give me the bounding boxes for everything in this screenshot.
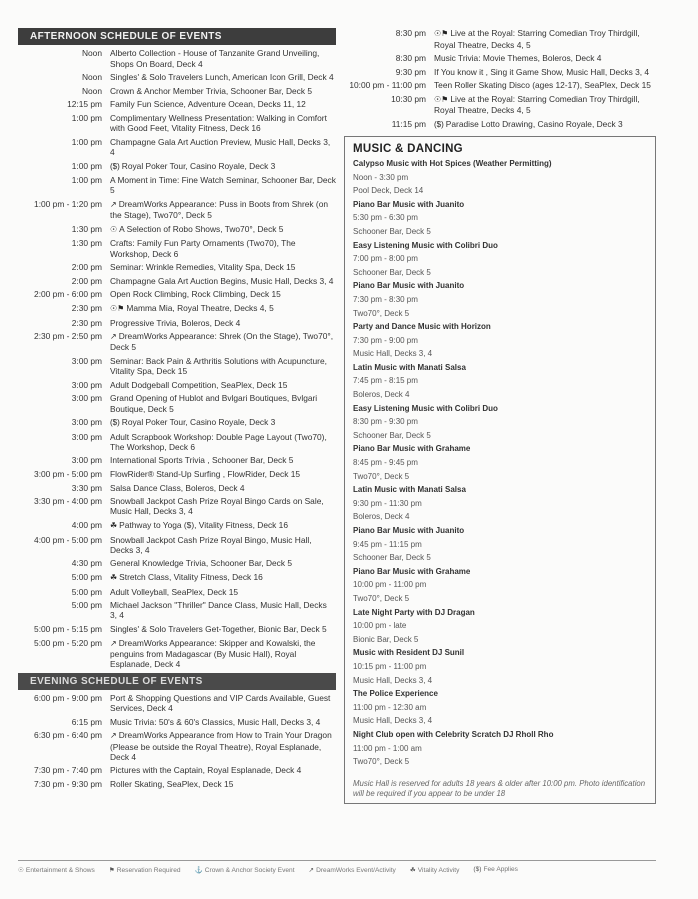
event-description (110, 113, 336, 133)
event-row (344, 53, 656, 63)
event-time: 2:30 pm (71, 317, 102, 328)
event-text: Snowball Jackpot Cash Prize Royal Bingo Cards on Sale, Music Hall, Decks 3, 4 (110, 496, 324, 517)
event-row (18, 262, 336, 272)
music-time: 7:30 pm - 8:30 pm (353, 294, 418, 304)
event-time: 5:00 pm - 5:20 pm (34, 637, 102, 648)
event-description (110, 331, 336, 352)
event-description (110, 161, 336, 172)
music-time: 7:30 pm - 9:00 pm (353, 335, 418, 345)
event-text: Seminar: Back Pain & Arthritis Solutions with Acupuncture, Vitality Spa, Deck 15 (110, 355, 327, 377)
event-row (18, 289, 336, 299)
dreamworks-icon: ↗ (110, 199, 117, 209)
music-time: 11:00 pm - 1:00 am (353, 743, 422, 753)
event-text: Champagne Gala Art Auction Begins, Music Hall, Decks 3, 4 (110, 275, 334, 286)
music-act: Night Club open with Celebrity Scratch DJ Rholl Rho (353, 729, 554, 739)
event-row (18, 572, 336, 583)
event-time: 7:30 pm - 7:40 pm (34, 765, 102, 776)
event-row (18, 558, 336, 568)
event-text: Music Trivia: Movie Themes, Boleros, Deck 4 (434, 53, 602, 64)
legend-label: Entertainment & Shows (25, 867, 95, 874)
event-time: 1:00 pm (71, 112, 102, 123)
event-description (110, 496, 336, 516)
event-time: 1:00 pm (71, 136, 102, 147)
event-description (110, 48, 336, 68)
event-row (18, 113, 336, 133)
event-text: Royal Poker Tour, Casino Royale, Deck 3 (121, 417, 276, 428)
event-description (110, 730, 336, 762)
event-description (110, 262, 336, 272)
event-description (110, 638, 336, 670)
event-description (110, 393, 336, 413)
dreamworks-icon: ↗ (110, 731, 117, 741)
event-time: 3:00 pm - 5:00 pm (34, 469, 102, 480)
event-row (18, 72, 336, 82)
music-venue: Boleros, Deck 4 (353, 512, 410, 522)
entertainment-icon: ☉ (18, 867, 24, 874)
event-row (18, 624, 336, 634)
music-time: 7:45 pm - 8:15 pm (353, 376, 418, 386)
entertainment-reservation-icon: ☉⚑ (434, 94, 449, 104)
event-text: DreamWorks Appearance: Skipper and Kowalski, the penguins from Madagascar (By Music Hall), Royal Esplanade, Deck 4 (110, 637, 316, 670)
event-row (18, 600, 336, 620)
event-text: Adult Scrapbook Workshop: Double Page Layout (Two70), The Workshop, Deck 6 (110, 431, 327, 452)
event-description (110, 432, 336, 452)
event-description (110, 72, 336, 82)
legend-label: DreamWorks Event/Activity (316, 867, 396, 874)
event-time: 3:00 pm (71, 379, 102, 390)
event-row (18, 175, 336, 195)
event-text: Singles' & Solo Travelers Lunch, American Icon Grill, Deck 4 (110, 72, 334, 83)
event-time: 1:30 pm (71, 238, 102, 249)
event-time: 6:15 pm (71, 716, 102, 727)
event-description (110, 199, 336, 220)
event-description (110, 535, 336, 555)
entertainment-icon: ☉ (110, 224, 118, 234)
event-row (344, 80, 656, 90)
event-row (18, 432, 336, 452)
music-act: Piano Bar Music with Grahame (353, 444, 471, 454)
event-text: Crafts: Family Fun Party Ornaments (Two70), The Workshop, Deck 6 (110, 238, 296, 259)
event-text: Family Fun Science, Adventure Ocean, Decks 11, 12 (110, 99, 306, 110)
event-text: Alberto Collection - House of Tanzanite Grand Unveiling, Shops On Board, Deck 4 (110, 48, 320, 69)
event-description (110, 380, 336, 390)
event-time: 1:00 pm - 1:20 pm (34, 198, 102, 209)
music-act: Calypso Music with Hot Spices (Weather Permitting) (353, 158, 552, 168)
event-description (110, 318, 336, 328)
music-time: 7:00 pm - 8:00 pm (353, 254, 418, 264)
legend-item (109, 866, 181, 874)
event-text: Adult Dodgeball Competition, SeaPlex, Deck 15 (110, 379, 288, 390)
music-act: Easy Listening Music with Colibri Duo (353, 240, 498, 250)
event-time: Noon (81, 72, 102, 83)
event-text: Salsa Dance Class, Boleros, Deck 4 (110, 482, 245, 493)
event-description (110, 693, 336, 713)
event-description (110, 587, 336, 597)
evening-event-list-continued (344, 28, 656, 130)
event-description (110, 289, 336, 299)
legend-label: Fee Applies (483, 866, 518, 873)
event-row (18, 520, 336, 531)
event-time: 2:00 pm (71, 275, 102, 286)
event-description (110, 483, 336, 493)
event-description (110, 276, 336, 286)
event-time: 1:30 pm (71, 223, 102, 234)
event-text: Paradise Lotto Drawing, Casino Royale, Deck 3 (445, 118, 623, 129)
event-text: Roller Skating, SeaPlex, Deck 15 (110, 779, 234, 789)
music-dancing-box (344, 136, 656, 804)
event-row (18, 303, 336, 314)
event-time: 12:15 pm (67, 99, 102, 110)
event-row (18, 717, 336, 727)
event-description (434, 94, 656, 115)
vitality-icon: ☘ (409, 867, 416, 874)
music-time: 8:30 pm - 9:30 pm (353, 417, 418, 427)
event-row (18, 587, 336, 597)
reservation-icon: ⚑ (108, 867, 115, 874)
event-time: 10:00 pm - 11:00 pm (349, 80, 426, 91)
music-act: Piano Bar Music with Juanito (353, 281, 465, 291)
music-act: Piano Bar Music with Juanito (353, 199, 465, 209)
event-text: Snowball Jackpot Cash Prize Royal Bingo, Music Hall, Decks 3, 4 (110, 534, 312, 555)
event-row (18, 276, 336, 286)
afternoon-header: AFTERNOON SCHEDULE OF EVENTS (18, 28, 336, 45)
event-description (110, 86, 336, 96)
event-text: Michael Jackson "Thriller" Dance Class, Music Hall, Decks 3, 4 (110, 600, 327, 621)
music-act: Music with Resident DJ Sunil (353, 648, 465, 658)
event-text: Teen Roller Skating Disco (ages 12-17), SeaPlex, Deck 15 (434, 80, 651, 91)
music-act: The Police Experience (353, 689, 438, 699)
event-row (18, 99, 336, 109)
event-row (18, 455, 336, 465)
event-description (434, 80, 656, 90)
fee-icon: ($) (473, 866, 482, 873)
event-text: Grand Opening of Hublot and Bvlgari Boutiques, Bvlgari Boutique, Deck 5 (110, 393, 318, 414)
event-time: 2:30 pm - 2:50 pm (34, 331, 102, 342)
event-row (18, 48, 336, 68)
event-description (434, 28, 656, 49)
event-row (18, 161, 336, 172)
music-time: 5:30 pm - 6:30 pm (353, 213, 418, 223)
event-text: DreamWorks Appearance: Shrek (On the Stage), Two70°, Deck 5 (110, 331, 334, 353)
event-time: 3:00 pm (71, 355, 102, 366)
music-venue: Schooner Bar, Deck 5 (353, 267, 431, 277)
event-row (18, 483, 336, 493)
music-list (353, 159, 647, 767)
event-row (344, 119, 656, 130)
event-description (110, 417, 336, 428)
event-description (434, 119, 656, 130)
legend-item (309, 866, 396, 874)
music-time: 11:00 pm - 12:30 am (353, 702, 427, 712)
event-text: Singles' & Solo Travelers Get-Together, Bionic Bar, Deck 5 (110, 624, 327, 635)
music-act: Latin Music with Manati Salsa (353, 485, 466, 495)
event-time: 2:30 pm (71, 302, 102, 313)
legend-label: Crown & Anchor Society Event (204, 867, 295, 874)
dreamworks-icon: ↗ (110, 638, 117, 648)
event-row (18, 380, 336, 390)
music-act: Late Night Party with DJ Dragan (353, 607, 475, 617)
event-time: 3:00 pm (71, 431, 102, 442)
event-description (110, 455, 336, 465)
fee-icon: ($) (434, 119, 444, 129)
event-description (110, 99, 336, 109)
event-text: A Selection of Robo Shows, Two70°, Deck 5 (119, 223, 284, 234)
event-description (110, 572, 336, 583)
event-time: 3:00 pm (71, 417, 102, 428)
event-time: 8:30 pm (395, 53, 426, 64)
event-time: 1:00 pm (71, 160, 102, 171)
event-time: 2:00 pm (71, 262, 102, 273)
event-text: Progressive Trivia, Boleros, Deck 4 (110, 317, 241, 328)
event-description (434, 67, 656, 77)
music-time: 10:00 pm - late (353, 621, 407, 631)
left-column (18, 28, 336, 793)
event-time: 3:00 pm (71, 455, 102, 466)
event-description (110, 765, 336, 775)
vitality-icon: ☘ (110, 521, 118, 531)
entertainment-reservation-icon: ☉⚑ (110, 303, 125, 313)
music-venue: Music Hall, Decks 3, 4 (353, 675, 433, 685)
event-text: Complimentary Wellness Presentation: Walking in Comfort with Good Feet, Vitality Fitness, Deck 16 (110, 112, 327, 134)
music-act: Piano Bar Music with Juanito (353, 526, 465, 535)
crown-anchor-icon: ⚓ (194, 867, 203, 874)
dreamworks-icon: ↗ (308, 867, 315, 874)
music-act: Piano Bar Music with Grahame (353, 566, 471, 576)
event-row (18, 86, 336, 96)
event-text: Pathway to Yoga ($), Vitality Fitness, Deck 16 (119, 520, 288, 531)
event-time: 11:15 pm (391, 118, 426, 129)
music-time: 9:45 pm - 11:15 pm (353, 539, 422, 549)
music-venue: Two70°, Deck 5 (353, 308, 410, 318)
event-row (18, 535, 336, 555)
event-row (18, 730, 336, 762)
event-row (18, 779, 336, 789)
event-description (110, 520, 336, 531)
event-time: Noon (81, 85, 102, 96)
event-time: 4:30 pm (71, 558, 102, 569)
event-text: Port & Shopping Questions and VIP Cards Available, Guest Services, Deck 4 (110, 693, 331, 714)
event-text: Seminar: Wrinkle Remedies, Vitality Spa, Deck 15 (110, 262, 296, 273)
event-time: 10:30 pm (391, 93, 426, 104)
music-time: Noon - 3:30 pm (353, 172, 409, 182)
music-venue: Bionic Bar, Deck 5 (353, 634, 419, 644)
event-text: General Knowledge Trivia, Schooner Bar, Deck 5 (110, 558, 293, 569)
event-description (110, 600, 336, 620)
event-description (110, 224, 336, 235)
music-venue: Music Hall, Decks 3, 4 (353, 716, 433, 726)
event-text: If You know it , Sing it Game Show, Music Hall, Decks 3, 4 (434, 66, 650, 77)
event-row (18, 469, 336, 479)
legend-item (18, 866, 95, 874)
music-venue: Schooner Bar, Deck 5 (353, 430, 431, 440)
entertainment-reservation-icon: ☉⚑ (434, 29, 449, 39)
event-row (18, 137, 336, 157)
music-time: 10:15 pm - 11:00 pm (353, 661, 427, 671)
event-time: 5:00 pm - 5:15 pm (34, 624, 102, 635)
event-description (434, 53, 656, 63)
event-description (110, 558, 336, 568)
event-time: 2:00 pm - 6:00 pm (34, 289, 102, 300)
right-column (344, 28, 656, 804)
event-row (18, 199, 336, 220)
music-venue: Music Hall, Decks 3, 4 (353, 349, 433, 359)
music-venue: Schooner Bar, Deck 5 (353, 226, 431, 236)
evening-event-list (18, 693, 336, 789)
event-row (344, 94, 656, 115)
event-time: 5:00 pm (71, 586, 102, 597)
event-time: 5:00 pm (71, 572, 102, 583)
event-time: 4:00 pm (71, 520, 102, 531)
event-text: Mamma Mia, Royal Theatre, Decks 4, 5 (126, 302, 274, 313)
music-time: 8:45 pm - 9:45 pm (353, 458, 418, 468)
event-description (110, 238, 336, 258)
music-act: Party and Dance Music with Horizon (353, 322, 491, 332)
music-venue: Pool Deck, Deck 14 (353, 186, 424, 196)
event-row (18, 224, 336, 235)
music-venue: Two70°, Deck 5 (353, 471, 410, 481)
event-text: A Moment in Time: Fine Watch Seminar, Schooner Bar, Deck 5 (110, 175, 336, 196)
event-time: 5:00 pm (71, 600, 102, 611)
event-row (18, 356, 336, 376)
fee-icon: ($) (110, 161, 120, 171)
event-text: Live at the Royal: Starring Comedian Troy Thirdgill, Royal Theatre, Decks 4, 5 (434, 93, 640, 116)
event-text: FlowRider® Stand-Up Surfing , FlowRider, Deck 15 (110, 469, 301, 480)
event-time: 6:30 pm - 6:40 pm (34, 730, 102, 741)
event-time: 4:00 pm - 5:00 pm (34, 534, 102, 545)
event-description (110, 175, 336, 195)
legend-label: Vitality Activity (417, 867, 460, 874)
music-act: Latin Music with Manati Salsa (353, 362, 466, 372)
event-text: Champagne Gala Art Auction Preview, Music Hall, Decks 3, 4 (110, 136, 331, 157)
afternoon-event-list (18, 48, 336, 669)
event-time: 9:30 pm (395, 66, 426, 77)
event-row (18, 417, 336, 428)
footer-divider (18, 860, 656, 861)
event-row (18, 318, 336, 328)
event-row (18, 393, 336, 413)
music-venue: Two70°, Deck 5 (353, 757, 410, 767)
music-act: Easy Listening Music with Colibri Duo (353, 403, 498, 413)
event-time: Noon (81, 48, 102, 59)
event-row (344, 67, 656, 77)
music-title: MUSIC & DANCING (353, 142, 463, 155)
event-time: 6:00 pm - 9:00 pm (34, 693, 102, 704)
fee-icon: ($) (110, 418, 120, 428)
event-text: Live at the Royal: Starring Comedian Troy Thirdgill, Royal Theatre, Decks 4, 5 (434, 28, 640, 50)
dreamworks-icon: ↗ (110, 332, 117, 342)
event-text: Stretch Class, Vitality Fitness, Deck 16 (119, 572, 263, 583)
event-time: 3:30 pm - 4:00 pm (34, 496, 102, 507)
event-time: 1:00 pm (71, 175, 102, 186)
event-text: Pictures with the Captain, Royal Esplanade, Deck 4 (110, 765, 302, 776)
event-text: Crown & Anchor Member Trivia, Schooner Bar, Deck 5 (110, 85, 313, 96)
event-row (18, 331, 336, 352)
music-venue: Boleros, Deck 4 (353, 390, 410, 400)
evening-header: EVENING SCHEDULE OF EVENTS (18, 673, 336, 690)
legend-item (473, 866, 518, 874)
event-row (18, 496, 336, 516)
event-description (110, 469, 336, 479)
event-text: Royal Poker Tour, Casino Royale, Deck 3 (121, 160, 276, 171)
legend-footer (18, 866, 658, 874)
event-text: International Sports Trivia , Schooner Bar, Deck 5 (110, 455, 294, 466)
event-text: Open Rock Climbing, Rock Climbing, Deck 15 (110, 289, 281, 300)
event-description (110, 779, 336, 789)
legend-label: Reservation Required (116, 867, 181, 874)
music-time: 9:30 pm - 11:30 pm (353, 498, 422, 508)
event-time: 8:30 pm (395, 28, 426, 39)
event-text: DreamWorks Appearance from How to Train Your Dragon (Please be outside the Royal Theatre), Royal Esplanade, Deck 4 (110, 730, 332, 762)
event-time: 3:30 pm (71, 482, 102, 493)
event-text: Music Trivia: 50's & 60's Classics, Music Hall, Decks 3, 4 (110, 716, 321, 727)
legend-item (195, 866, 295, 874)
music-time: 10:00 pm - 11:00 pm (353, 580, 427, 590)
music-hall-note: Music Hall is reserved for adults 18 years & older after 10:00 pm. Photo identification will be required if you appear to be under 18 (353, 779, 646, 798)
event-description (110, 624, 336, 634)
vitality-icon: ☘ (110, 573, 118, 583)
event-time: 3:00 pm (71, 393, 102, 404)
event-text: DreamWorks Appearance: Puss in Boots from Shrek (on the Stage), Two70°, Deck 5 (110, 198, 329, 221)
event-description (110, 717, 336, 727)
music-venue: Two70°, Deck 5 (353, 593, 410, 603)
event-description (110, 137, 336, 157)
event-row (344, 28, 656, 49)
event-row (18, 238, 336, 258)
music-venue: Schooner Bar, Deck 5 (353, 553, 431, 563)
legend-item (410, 866, 460, 874)
event-description (110, 356, 336, 376)
event-description (110, 303, 336, 314)
event-time: 7:30 pm - 9:30 pm (34, 779, 102, 789)
event-row (18, 638, 336, 670)
event-text: Adult Volleyball, SeaPlex, Deck 15 (110, 586, 239, 597)
event-row (18, 765, 336, 775)
event-row (18, 693, 336, 713)
